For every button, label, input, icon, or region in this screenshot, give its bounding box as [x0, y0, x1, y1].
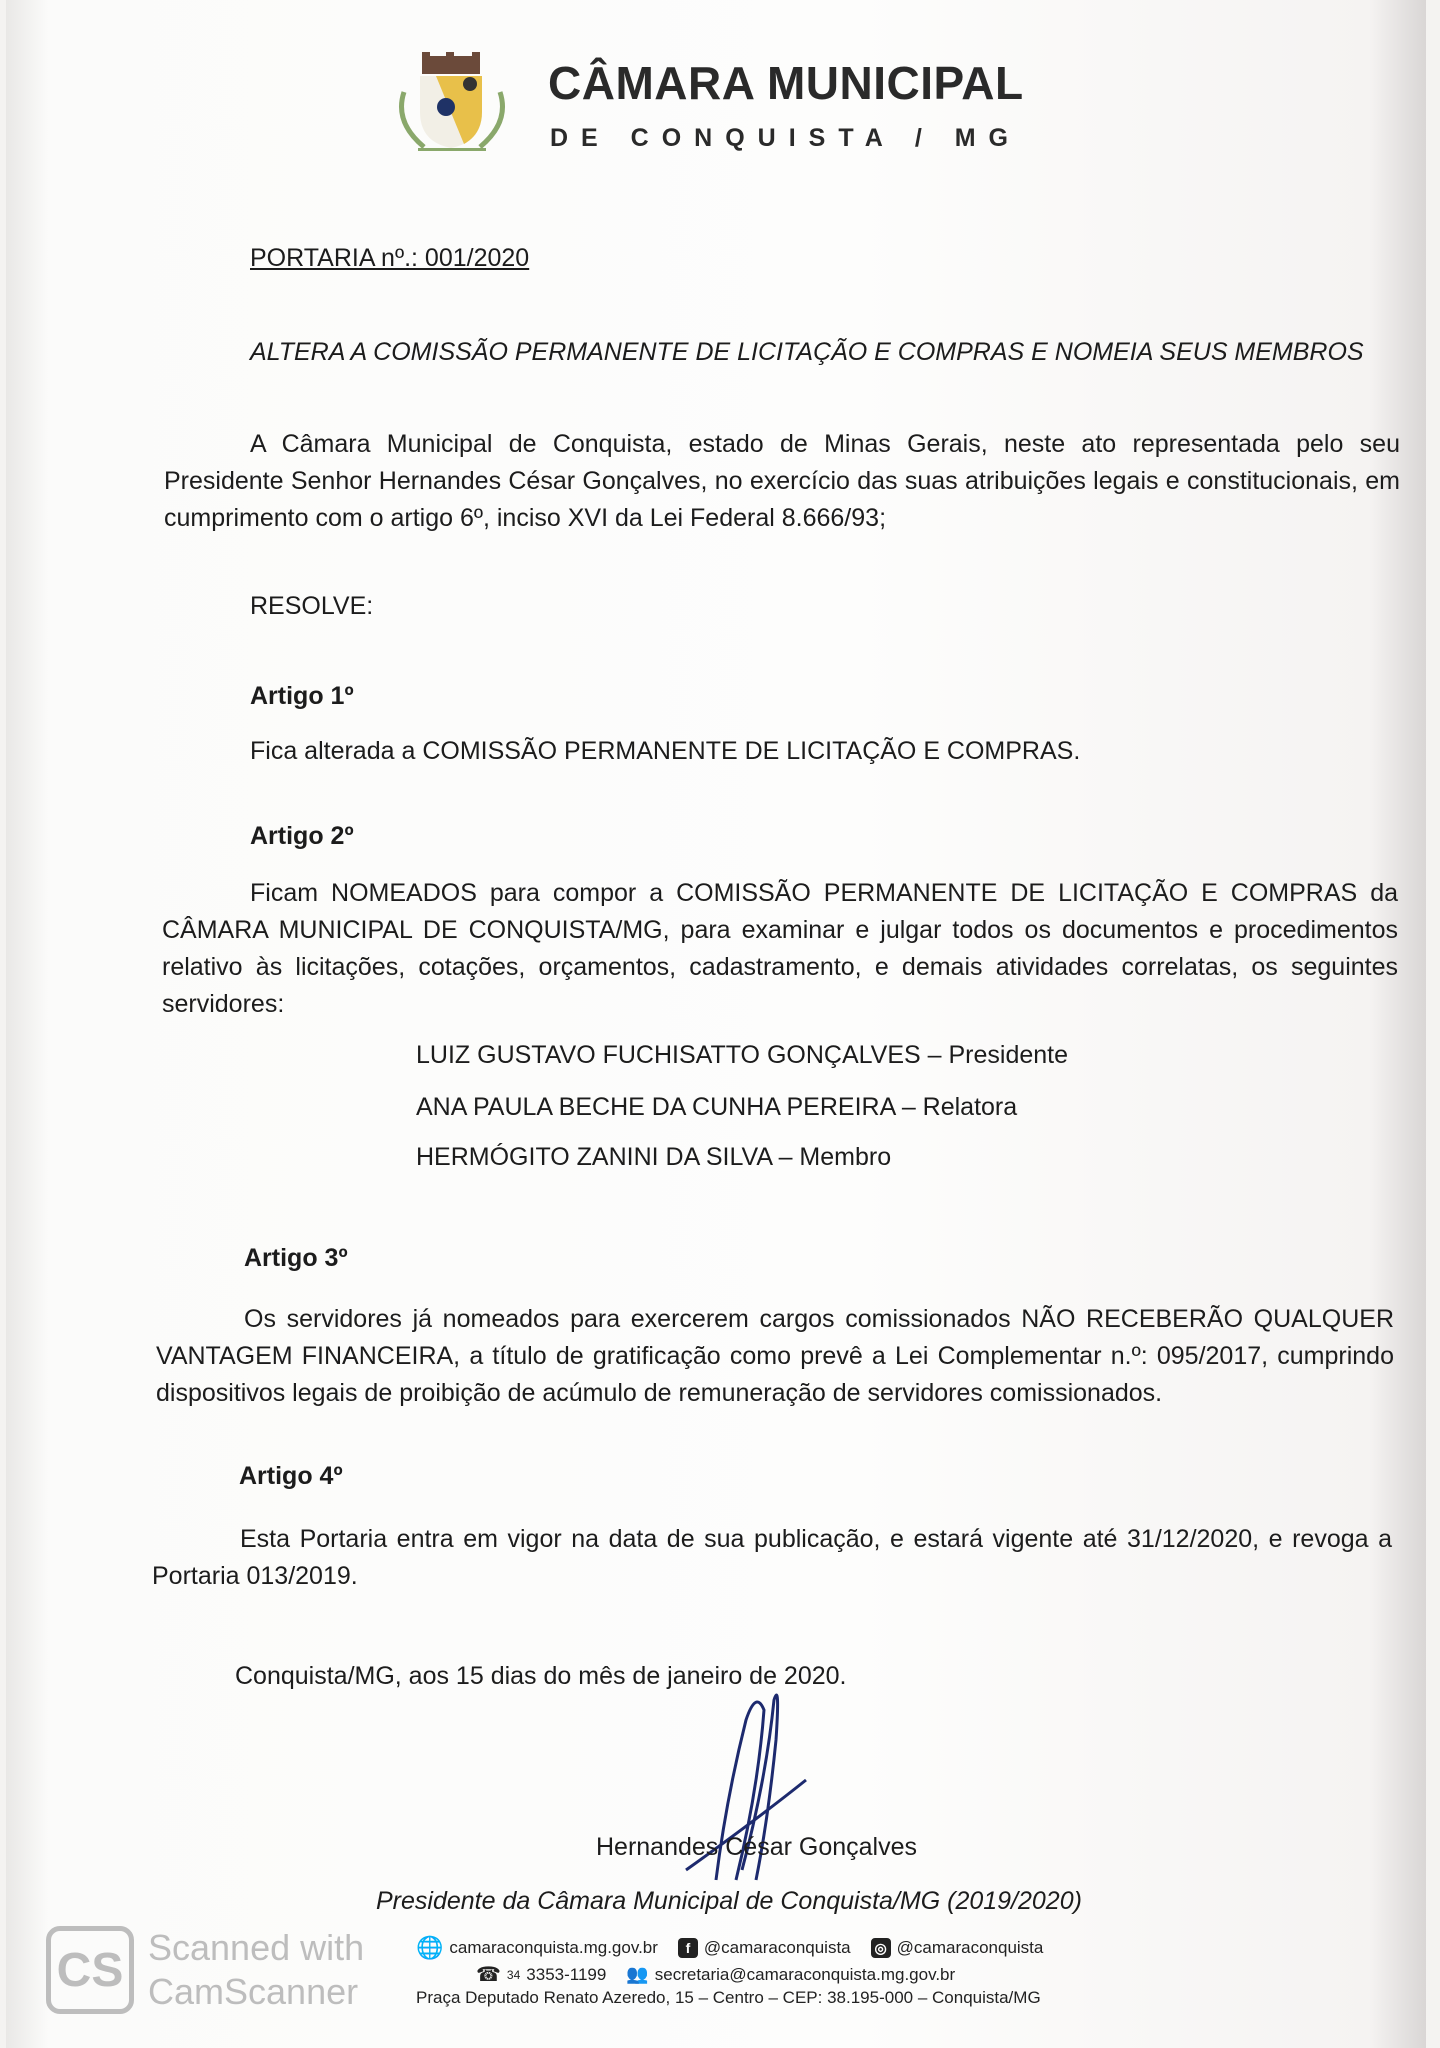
footer-address: Praça Deputado Renato Azeredo, 15 – Centro – CEP: 38.195-000 – Conquista/MG [416, 1988, 1041, 2007]
footer-email: secretaria@camaraconquista.mg.gov.br [654, 1964, 956, 1984]
footer-phone-row [476, 1962, 955, 1987]
watermark-line-2: CamScanner [148, 1971, 359, 2012]
document-page [6, 0, 1426, 2048]
article-3-title: Artigo 3º [244, 1244, 348, 1272]
coat-of-arms-logo [384, 52, 520, 152]
header-subtitle: DE CONQUISTA / MG [550, 124, 1021, 152]
instagram-icon: ◎ [871, 1938, 891, 1958]
footer-phone-area: 34 [506, 1967, 521, 1982]
footer-instagram: @camaraconquista [896, 1938, 1044, 1957]
preamble: A Câmara Municipal de Conquista, estado de Minas Gerais, neste ato representada pelo seu Presidente Senhor Hernandes César Gonçalves, no exercício das suas atribuições legais e constitucionais, em cumprimento com o artigo 6º, inciso XVI da Lei Federal 8.666/93; [164, 430, 1400, 532]
article-3-text: Os servidores já nomeados para exercerem cargos comissionados NÃO RECEBERÃO QUALQUER VANTAGEM FINANCEIRA, a título de gratificação como prevê a Lei Complementar n.º: 095/2017, cumprindo dispositivos legais de proibição de acúmulo de remuneração de servidores comissionados. [156, 1305, 1394, 1407]
footer-facebook: @camaraconquista [703, 1938, 851, 1957]
globe-icon: 🌐 [416, 1935, 444, 1960]
member-2: ANA PAULA BECHE DA CUNHA PEREIRA – Relatora [416, 1093, 1018, 1121]
portaria-number: PORTARIA nº.: 001/2020 [250, 244, 530, 272]
watermark-line-1: Scanned with [148, 1927, 365, 1968]
signer-title: Presidente da Câmara Municipal de Conquista/MG (2019/2020) [376, 1887, 1082, 1915]
article-4-title: Artigo 4º [239, 1462, 343, 1490]
member-3: HERMÓGITO ZANINI DA SILVA – Membro [416, 1143, 892, 1171]
article-2-title: Artigo 2º [250, 822, 354, 850]
user-icon: 👥 [626, 1964, 649, 1984]
footer-website: camaraconquista.mg.gov.br [449, 1938, 658, 1957]
phone-icon: ☎ [476, 1964, 501, 1986]
article-4-text: Esta Portaria entra em vigor na data de sua publicação, e estará vigente até 31/12/2020, e revoga a Portaria 013/2019. [152, 1525, 1392, 1590]
article-1-text: Fica alterada a COMISSÃO PERMANENTE DE LICITAÇÃO E COMPRAS. [250, 737, 1081, 765]
resolve-label: RESOLVE: [250, 592, 374, 620]
portaria-summary: ALTERA A COMISSÃO PERMANENTE DE LICITAÇÃO E COMPRAS E NOMEIA SEUS MEMBROS [250, 338, 1364, 366]
signer-name: Hernandes César Gonçalves [596, 1833, 917, 1861]
header-title: CÂMARA MUNICIPAL [548, 57, 1024, 109]
article-1-title: Artigo 1º [250, 682, 354, 710]
date-line: Conquista/MG, aos 15 dias do mês de janeiro de 2020. [235, 1662, 847, 1690]
facebook-icon: f [678, 1938, 698, 1958]
footer-address-row [416, 1988, 1041, 2008]
article-2-text: Ficam NOMEADOS para compor a COMISSÃO PERMANENTE DE LICITAÇÃO E COMPRAS da CÂMARA MUNICIPAL DE CONQUISTA/MG, para examinar e julgar todos os documentos e procedimentos relativo às licitações, cotações, orçamentos, cadastramento, e demais atividades correlatas, os seguintes servidores: [162, 879, 1398, 1018]
member-1: LUIZ GUSTAVO FUCHISATTO GONÇALVES – Presidente [416, 1041, 1069, 1069]
camscanner-logo: CS [46, 1926, 134, 2014]
footer-phone: 3353-1199 [526, 1964, 607, 1984]
footer-contacts-row [416, 1935, 1043, 1961]
